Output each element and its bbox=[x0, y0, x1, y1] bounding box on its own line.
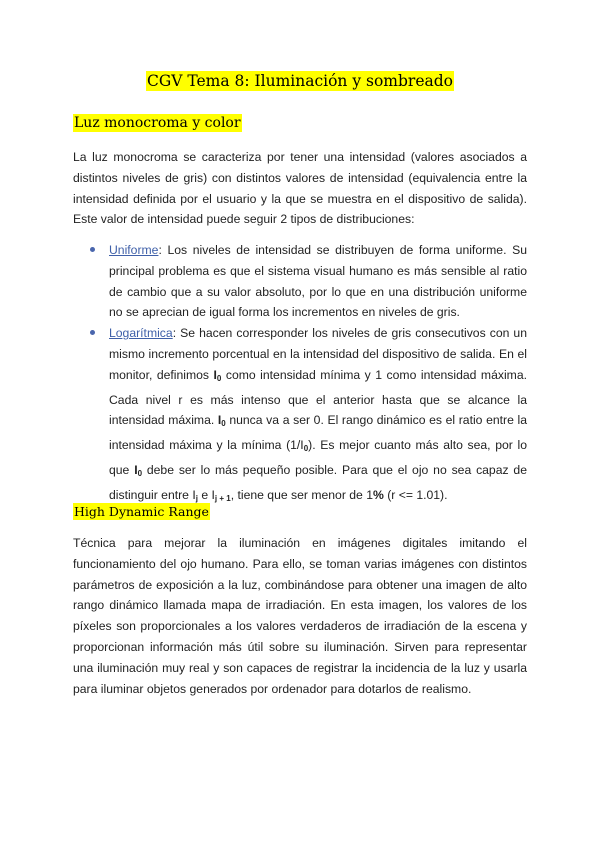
page-title: CGV Tema 8: Iluminación y sombreado bbox=[146, 72, 454, 90]
intro-paragraph: La luz monocroma se caracteriza por tener una intensidad (valores asociados a distintos niveles de gris) con distintos valores de intensidad (equivalencia entre la intensidad definida por el usuario y la que se muestra en el dispositivo de salida). Este valor de intensidad puede seguir 2 tipos de distribuciones: bbox=[73, 150, 527, 227]
bullet-icon bbox=[90, 247, 95, 252]
symbol-i0: $I_0$ bbox=[134, 462, 143, 478]
list-item-text: ). Es mejor cuanto más alto sea, por lo que bbox=[109, 438, 527, 477]
list-item-text: e bbox=[197, 487, 212, 502]
symbol-i0: $I_0$ bbox=[300, 438, 309, 454]
list-item-text: debe ser lo más pequeño posible. Para que el ojo no sea capaz de distinguir entre bbox=[109, 462, 527, 502]
distribution-list bbox=[73, 240, 527, 510]
list-item-text: (r <= 1.01). bbox=[383, 487, 448, 502]
list-item-text: como intensidad mínima y 1 como intensidad máxima. Cada nivel r es más intenso que el anterior hasta que se alcance la intensidad máxima. bbox=[109, 367, 527, 428]
title-container bbox=[0, 72, 600, 91]
list-item-text: : Se hacen corresponder los niveles de gris consecutivos con un mismo incremento porcentual en la intensidad del dispositivo de salida. En el monitor, definimos bbox=[109, 326, 527, 382]
symbol-ij: $I_j$ bbox=[192, 487, 198, 503]
percent-symbol: % bbox=[372, 487, 384, 502]
link-uniforme[interactable]: Uniforme bbox=[109, 243, 159, 257]
list-item-text: , tiene que ser menor de 1 bbox=[230, 487, 373, 502]
list-item-text: : Los niveles de intensidad se distribuyen de forma uniforme. Su principal problema es que el sistema visual humano es más sensible al ratio de cambio que a su valor absoluto, por lo que en una distribución uniforme no se aprecian de igual forma los incrementos en niveles de gris. bbox=[109, 243, 527, 320]
list-item-text: nunca va a ser 0. El rango dinámico es el ratio entre la intensidad máxima y la mínima (1/ bbox=[109, 413, 527, 453]
symbol-ij1: $I_{j + 1}$ bbox=[211, 487, 231, 503]
symbol-i0: $I_0$ bbox=[213, 367, 222, 383]
section-heading-hdr: High Dynamic Range bbox=[74, 504, 209, 519]
list-item-uniforme bbox=[73, 240, 527, 323]
hdr-paragraph: Técnica para mejorar la iluminación en imágenes digitales imitando el funcionamiento del ojo humano. Para ello, se toman varias imágenes con distintos parámetros de exposición a la luz, combinándose para obtener una imagen de alto rango dinámico llamada mapa de irradiación. En esta imagen, los valores de los píxeles son proporcionales a los valores verdaderos de irradiación de la escena y proporcionan información más útil sobre su iluminación. Sirven para representar una iluminación muy real y son capaces de registrar la incidencia de la luz y usarla para iluminar objetos generados por ordenador para dotarlos de realismo. bbox=[73, 536, 527, 696]
symbol-i0: $I_0$ bbox=[217, 413, 226, 429]
link-logaritmica[interactable]: Logarítmica bbox=[109, 326, 173, 341]
bullet-icon bbox=[90, 330, 95, 335]
section-heading-luz: Luz monocroma y color bbox=[74, 115, 241, 131]
list-item-logaritmica bbox=[73, 323, 527, 509]
